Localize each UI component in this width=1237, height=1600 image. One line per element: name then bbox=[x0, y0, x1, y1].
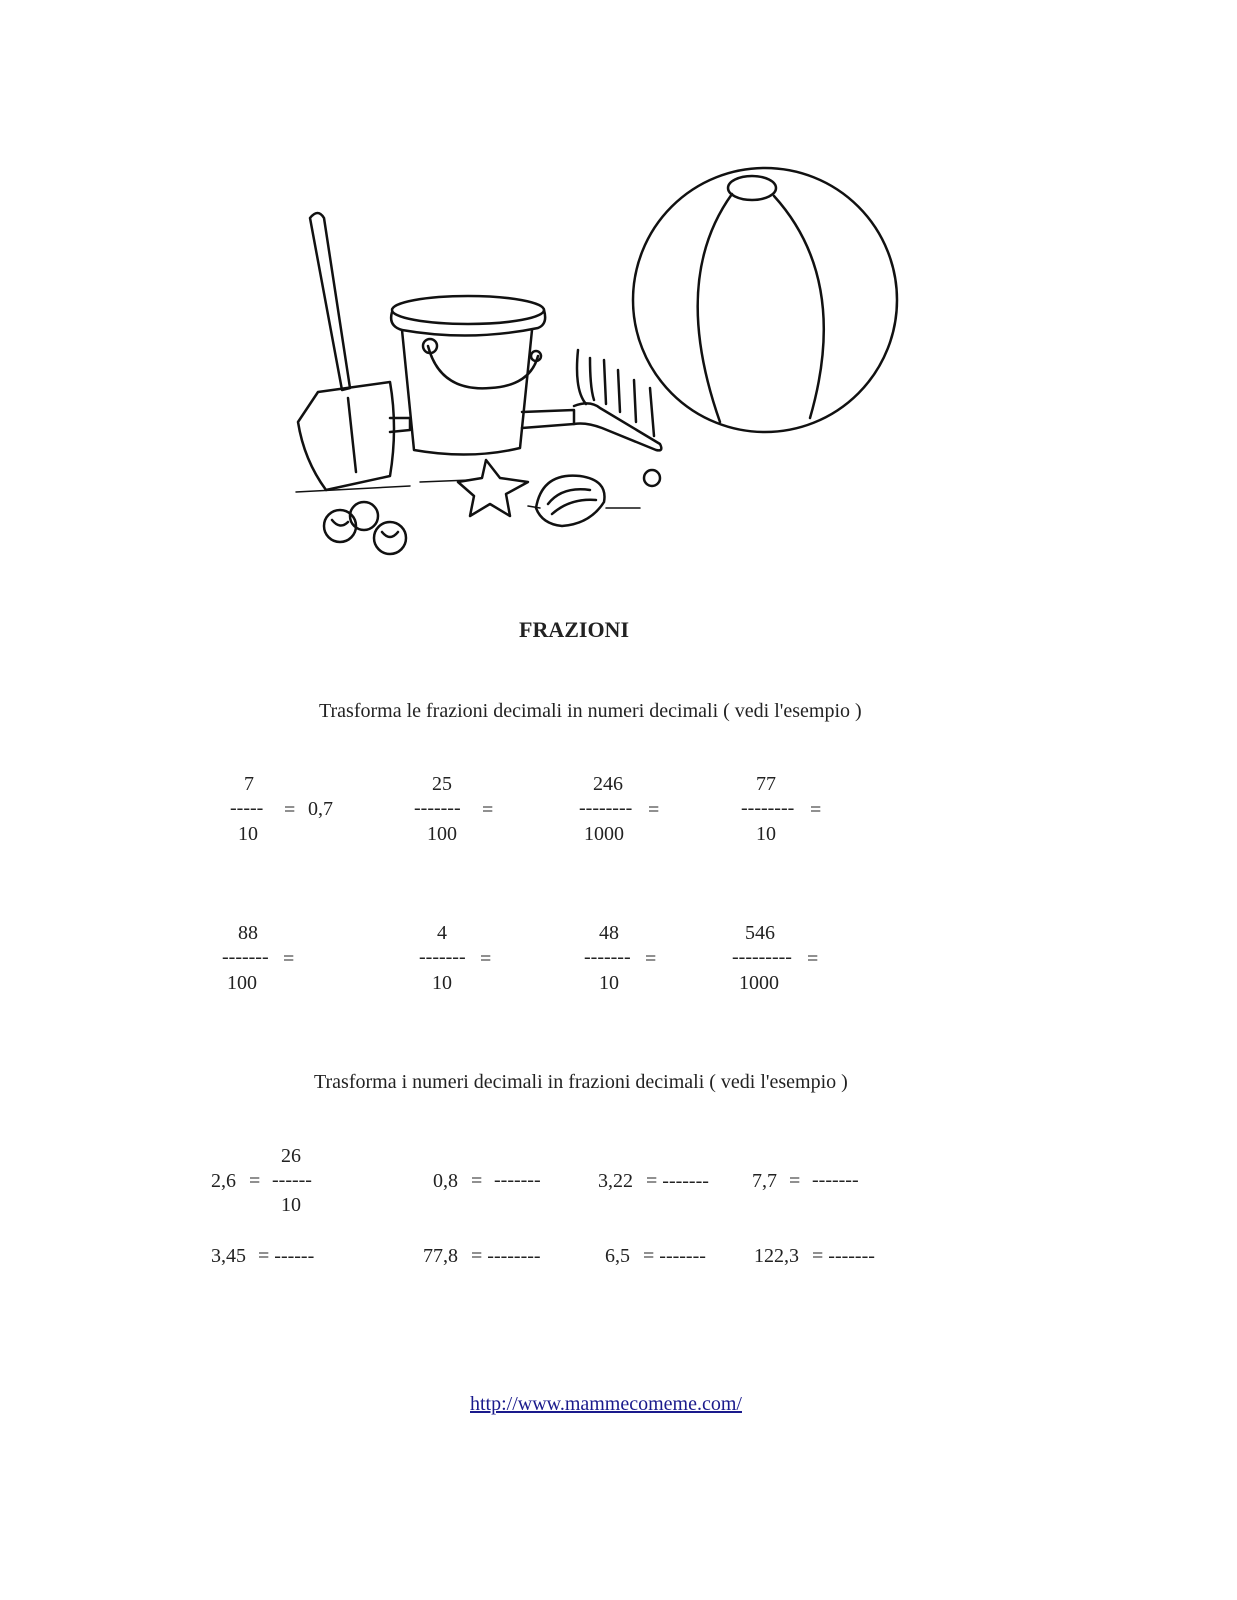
fraction-denominator: 1000 bbox=[584, 823, 624, 845]
equals-sign: = bbox=[480, 948, 492, 970]
equals-sign: = bbox=[648, 799, 660, 821]
decimal-value: 3,22 bbox=[598, 1170, 633, 1192]
shovel-icon bbox=[298, 213, 410, 490]
fraction-bar: ------- bbox=[419, 946, 466, 968]
fraction-numerator: 48 bbox=[599, 922, 619, 944]
fraction-denominator: 100 bbox=[227, 972, 257, 994]
decimal-value: 3,45 bbox=[211, 1245, 246, 1267]
fraction-bar: ------- bbox=[222, 946, 269, 968]
decimal-value: 122,3 bbox=[754, 1245, 799, 1267]
fraction-bar: ------- bbox=[812, 1169, 859, 1191]
beach-toys-illustration bbox=[290, 160, 910, 570]
pebble-icon bbox=[644, 470, 660, 486]
equals-with-bar: = -------- bbox=[471, 1245, 541, 1267]
fraction-denominator: 1000 bbox=[739, 972, 779, 994]
equals-sign: = bbox=[482, 799, 494, 821]
equals-with-bar: = ------- bbox=[643, 1245, 706, 1267]
fraction-denominator: 10 bbox=[756, 823, 776, 845]
decimal-value: 77,8 bbox=[423, 1245, 458, 1267]
fraction-numerator: 7 bbox=[244, 773, 254, 795]
equals-sign: = bbox=[807, 948, 819, 970]
rake-icon bbox=[522, 350, 661, 450]
equals-sign: = bbox=[810, 799, 822, 821]
fraction-numerator: 25 bbox=[432, 773, 452, 795]
starfish-icon bbox=[458, 460, 528, 516]
fraction-bar: ------- bbox=[494, 1169, 541, 1191]
example-numerator: 26 bbox=[281, 1145, 301, 1167]
fraction-bar: ----- bbox=[230, 797, 264, 819]
equals-sign: = bbox=[471, 1170, 483, 1192]
beach-ball-icon bbox=[633, 168, 897, 432]
footer-website-link[interactable]: http://www.mammecomeme.com/ bbox=[470, 1393, 742, 1415]
fraction-numerator: 77 bbox=[756, 773, 776, 795]
equals-sign: = bbox=[645, 948, 657, 970]
fraction-bar: ------- bbox=[414, 797, 461, 819]
instruction-decimals-to-fractions: Trasforma i numeri decimali in frazioni decimali ( vedi l'esempio ) bbox=[314, 1071, 848, 1093]
fraction-numerator: 88 bbox=[238, 922, 258, 944]
fraction-numerator: 4 bbox=[437, 922, 447, 944]
fraction-denominator: 10 bbox=[432, 972, 452, 994]
page-title: FRAZIONI bbox=[519, 617, 630, 642]
fraction-denominator: 10 bbox=[599, 972, 619, 994]
seashell-icon bbox=[536, 476, 605, 526]
marbles-icon bbox=[324, 502, 406, 554]
fraction-bar: --------- bbox=[732, 946, 792, 968]
decimal-value: 2,6 bbox=[211, 1170, 236, 1192]
fraction-denominator: 10 bbox=[238, 823, 258, 845]
fraction-denominator: 100 bbox=[427, 823, 457, 845]
equals-with-bar: = ------- bbox=[812, 1245, 875, 1267]
equals-sign: = bbox=[249, 1170, 261, 1192]
bucket-icon bbox=[391, 296, 545, 455]
fraction-answer: 0,7 bbox=[308, 798, 333, 820]
equals-sign: = bbox=[283, 948, 295, 970]
fraction-numerator: 546 bbox=[745, 922, 775, 944]
example-denominator: 10 bbox=[281, 1194, 301, 1216]
decimal-value: 6,5 bbox=[605, 1245, 630, 1267]
equals-with-bar: = ------- bbox=[646, 1170, 709, 1192]
decimal-value: 7,7 bbox=[752, 1170, 777, 1192]
instruction-fractions-to-decimals: Trasforma le frazioni decimali in numeri decimali ( vedi l'esempio ) bbox=[319, 700, 862, 722]
fraction-numerator: 246 bbox=[593, 773, 623, 795]
equals-sign: = bbox=[284, 799, 296, 821]
fraction-bar: -------- bbox=[579, 797, 633, 819]
fraction-bar: -------- bbox=[741, 797, 795, 819]
fraction-bar: ------- bbox=[584, 946, 631, 968]
equals-with-bar: = ------ bbox=[258, 1245, 315, 1267]
equals-sign: = bbox=[789, 1170, 801, 1192]
fraction-bar: ------ bbox=[272, 1169, 312, 1191]
decimal-value: 0,8 bbox=[433, 1170, 458, 1192]
